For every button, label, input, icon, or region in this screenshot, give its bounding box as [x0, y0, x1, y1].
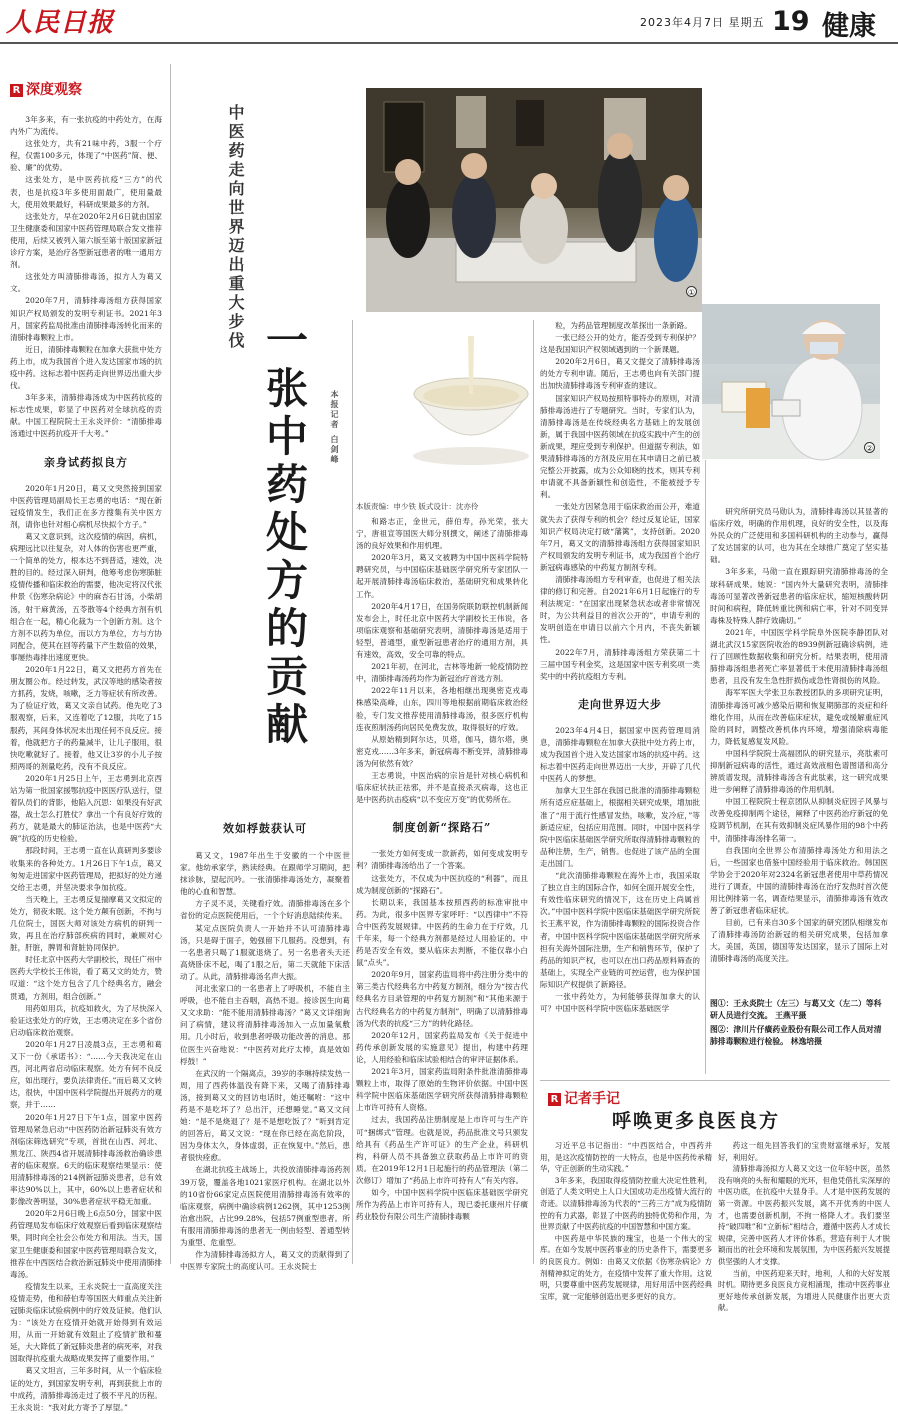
paragraph: 2021年，中国医学科学院阜外医院李静团队对湖北武汉15家医院收治的8939例新冠确诊病例，进行了回顾性数据收集和研究分析。结果表明，使用清肺排毒汤组患者死亡率显著低于未使用清肺排毒汤组患者，且没有发生急性肝损伤或急性肾损伤的风险。 [710, 627, 888, 686]
paragraph: 如今，中国中医科学院中医临床基础医学研究所作为药品上市许可持有人，现已委托康州片仔癀药业股份有限公司生产清肺排毒颗 [356, 1187, 528, 1222]
paragraph: 在湖北抗疫主战场上，共投放清肺排毒汤药剂39万袋，覆盖各地1021家医疗机构。在湖北以外的10省份66家定点医院使用清肺排毒汤有效率的临床观察，病例中确诊病例1262例，其中1253例治愈出院，占比99.28%，包括57例重型患者。所有服用清肺排毒汤的患者无一例由轻型、普通型转为重型、危重型。 [180, 1165, 350, 1247]
photo-caption-line: 图②：津川片仔癀药业股份有限公司工作人员对清肺排毒颗粒进行检验。 林逸培摄 [710, 1025, 882, 1046]
photo-caption-line: 图①：王永炎院士（左三）与葛又文（左二）等科研人员进行交流。 王燕平摄 [710, 999, 882, 1020]
photo-number-2: ② [865, 444, 874, 453]
paragraph: 那段时间，王志勇一直在认真研判多要诊收集来的各种处方。1月26日下午1点，葛又匆匆走进国家中医药管理局，把拟好的处方递交给王志勇，并坚决要求争加抗疫。 [10, 846, 162, 892]
paragraph: 药这一组先回答我们的宝贵财富继承好，发展好，利用好。 [718, 1141, 890, 1162]
paragraph: 3年多来，我国取得疫情防控重大决定性胜利，创造了人类文明史上人口大国成功走出疫情大流行的奇迹。以清肺排毒汤为代表的“三药三方”成为疫情防控的有力武器，彰显了中医药的独特优势和作用，为世界贡献了中医药抗疫的中国智慧和中国方案。 [540, 1175, 712, 1232]
paragraph: 这张处方，是中医药抗疫“三方”的代表，也是抗疫3年多使用面最广，使用量最大，使用效果最好，科研成果最多的方剂。 [10, 175, 162, 209]
paragraph: 一张处方因紧急用于临床救治而公开，难道就失去了获得专利的机会？经过反复论证，国家知识产权局决定打破“藩篱”，支持创新。2020年7月，葛又文的清肺排毒汤组方获得国家知识产权局颁发的发明专利证书，成为我国首个治疗新冠病毒感染的中药复方制剂专利。 [540, 502, 700, 572]
commentary-column-b [718, 1140, 890, 1313]
section-tag-deep-observation [10, 79, 82, 99]
paragraph: 清肺排毒汤组方专利审查，也促进了相关法律的修订和完善。自2021年6月1日起施行的专利法规定：“在国家出现紧急状态或者非常情况时，为公共利益目的首次公开的”，申请专利的发明创造在申请日以前六个月内，不丧失新颖性。 [540, 574, 700, 645]
paragraph: 长期以来，我国基本按照西药的标准审批中药。为此，很多中医界专家呼吁：“以西律中”不符合中医药发展规律。中医药的生命力在于疗效，几千年来，每一个经典方剂都是经过人用验证的。中药是否安全有效，要从临床去判断，不能仅靠小白鼠“点头”。 [356, 897, 528, 968]
paragraph: 这张处方，早在2020年2月6日就由国家卫生健康委和国家中医药管理局联合发文推荐使用，后续又被列入第六版至第十版国家新冠诊疗方案，是治疗各型新冠患者的唯一通用方剂。 [10, 211, 162, 270]
newspaper-logo: 人民日报 [6, 8, 115, 38]
article-column-5 [710, 506, 888, 994]
paragraph: 国家知识产权局按照特事特办的原则，对清肺排毒汤进行了专题研究。当时，专家们认为，清肺排毒汤是在传统经典名方基础上的发展创新，属于我国中医药领域在抗疫实践中产生的创新成果，理应受到专利保护。但道据专利法，如果清肺排毒汤的方剂及应用在其申请日之前已被完整公开披露，成为公众知晓的技术，则其专利申请就不具备新颖性和创造性，不能被授予专利。 [540, 393, 700, 500]
paragraph: “此次清肺排毒颗粒在海外上市，我国采取了独立自主的国际合作，如何全面开展安全性，有效性临床研究的情况下，这在历史上尚属首次。”中国中医科学院中医临床基础医学研究所院长王燕平说，作为清肺排毒颗粒的国际投资合作者，中国中医科学院中医临床基础医学研究所承担有关海外国际注册，生产和销售环节，保护了药品的知识产权，也可以在出口药品原料筛查的基础上，实现全产业链的可控运营，也为保护国际知识产权提供了新路径。 [540, 871, 700, 989]
paragraph: 从原始精到阿尔达，贝塔，伽马，德尔塔，奥密克戎……3年多来，新冠病毒不断变异，清肺排毒汤为何依然有效？ [356, 734, 528, 768]
paragraph: 3年多来，马勋一直在跟踪研究清肺排毒汤的全球科研成果。她说：“国内外大量研究表明，清肺排毒汤可显著改善新冠患者的临床症状，缩短核酸转阴时间和病程，降低转重比例和病亡率，针对不同变异毒株及特殊人群疗效确切。” [710, 567, 888, 625]
masthead-rule [0, 42, 898, 44]
paragraph: 和路志正，金世元，薛伯寿，孙光荣，张大宁，唐祖宣等国医大师分别撰文，阐述了清肺排毒汤的良好效果和作用机理。 [356, 517, 528, 551]
paragraph: 海军军医大学张卫东教授团队的多项研究证明，清肺排毒汤可减少感染后期和恢复期肺部的炎症和纤维化作用，从而在改善临床症状，避免或缓解重症风险的同时，调整改善机体内环境，增强清除病毒能力，降低复感复发风险。 [710, 688, 888, 746]
paragraph: 方子灵不灵，关键看疗效。清肺排毒汤在多个省份的定点医院使用后，一个个好消息陆续传来。 [180, 899, 350, 921]
subhead: 亲身试药拟良方 [44, 455, 128, 469]
photo-lab-illustration [702, 304, 880, 459]
paragraph: 王志勇说，中医治病的宗旨是针对核心病机和临床症状扶正祛邪，并不是直接杀灭病毒，这也正是中医药抗击疫病“以不变应万变”的优势所在。 [356, 770, 528, 805]
paragraph: 葛又文意识到，这次疫情的病因，病机，病理远比以往复杂，对人体的伤害也更严重，一个简单的处方，根本达不到普适，速效，决胜的目的。经过深入研判，他筹考虑伤寒肺脏疫情传播和临床救治的需要，他决定将汉代张仲景《伤寒杂病论》中的麻杏石甘汤，小柴胡汤，射干麻黄汤，五苓散等4个经典方剂有机组合在一起，精心化裁为一个创新方剂。这个方剂不以药为单位，而以方为单位，方与方协同配合，使其在回等药量下产生数倍的效果，事屡热毒排出速度更快。 [10, 532, 162, 662]
column-divider [170, 64, 171, 1264]
paragraph: 研究所研究员马勋认为，清肺排毒汤以其显著的临床疗效，明确的作用机理，良好的安全性，以及海外民众的广泛使用和多国科研机构的主动参与，赢得了发达国家的认可，也为其在全球推广奠定了坚实基础。 [710, 507, 888, 565]
paragraph: 中国工程院院士程京团队从抑制炎症因子风暴与改善免疫抑制两个途径，阐释了中医药治疗新冠的免疫调节机制，在其有效抑制炎症风暴作用的98个中药中，清肺排毒汤排名第一。 [710, 797, 888, 843]
headline-byline: 本报记者 白剑峰 [330, 390, 340, 465]
paragraph: 河北张家口的一名患者上了呼吸机，不能自主呼吸，也不能自主吞咽，高热不退。接诊医生向葛又文求助：“能不能用清肺排毒汤？”葛又文详细询问了病情，建议将清肺排毒汤加入一点加量氧敷用。几小时后，收到患者呼吸功能改善的消息。那位医生兴奋地说：“中医药对此疗太棒，真是效如桴鼓！” [180, 984, 350, 1066]
paragraph: 时任北京中医药大学副校长，现任广州中医药大学校长王伟说，看了葛又文的处方，赞叹道：“这个处方包含了几个经典名方，融会贯通，方剂用，组合创新。” [10, 955, 162, 1001]
paragraph: 2020年9月，国家药监局将中药注册分类中的第三类古代经典名方中药复方制剂，细分为“按古代经典名方目录管理的中药复方制剂”和“其他来源于古代经典名方的中药复方制剂”，明确了以清肺排毒汤为代表的抗疫“三方”的转化路径。 [356, 970, 528, 1028]
paragraph: 目前，已有来自30多个国家的研究团队相继发布了清肺排毒汤防治新冠的相关研究成果，包括加拿大，美国，英国，德国等发达国家，显示了国际上对清肺排毒汤的高度关注。 [710, 918, 888, 964]
paragraph: 作为清肺排毒汤拟方人，葛又文的贡献得到了中医界专家院士的高度认可。王永炎院士 [180, 1250, 350, 1272]
commentary-tag [548, 1088, 620, 1108]
masthead [0, 0, 898, 44]
issue-date: 2023年4月7日 星期五 [640, 16, 765, 29]
photo-researchers-meeting [366, 88, 702, 312]
subhead-valid: 效如桴鼓获认可 [223, 822, 307, 835]
paragraph: 2020年1月25日上午，王志勇到北京西站为第一批国家援鄂抗疫中医医疗队送行，望着队员们的背影，他陷入沉思：如果没有好武器，战士怎么打胜仗？拿出一个有良好疗效的药方，就是最大的肺证治法，也是中医药“大碗”抗疫的历史检验。 [10, 773, 162, 844]
paragraph: 某定点医院负责人一开始并不认可清肺排毒汤，只是碍于面子，勉强留下几服药。没想到，有一名患者只喝了1服就退烧了。另一名患者头天还高烧卧床不起，喝了1服之后，第二天就能下床活动了。从此，清肺排毒汤名声大振。 [180, 923, 350, 981]
paragraph: 2021年3月，国家药监局附条件批准清肺排毒颗粒上市，取得了原始的生物评价依据。中国中医科学院中医临床基础医学研究所获得清肺排毒颗粒上市许可持有人资格。 [356, 1067, 528, 1113]
photo-researchers-illustration [366, 88, 702, 312]
article-column-2 [180, 850, 350, 1272]
editor-credit: 本版责编：申少铁 版式设计：沈亦伶 [356, 502, 479, 511]
paragraph: 2020年2月6日晚上6点50分，国家中医药管理局发布临床疗效观察后看到临床观察结果，同时向全社会公布处方和用法。当天，国家卫生健康委和国家中医药管理局联合发文，推荐在中西医结合救治新冠肺炎中使用清肺排毒汤。 [10, 1209, 162, 1279]
photo-lab-inspection [702, 304, 880, 459]
paragraph: 3年多来，清肺排毒汤成为中医药抗疫的标志性成果，彰显了中医药对全球抗疫的贡献。中国工程院院士王永炎评价：“清肺排毒汤通过中医药抗疫开千大考。” [10, 393, 162, 439]
paragraph: 2020年12月，国家药监局发布《关于促进中药传承创新发展的实施意见》提出，构建中药理论，人用经验和临床试验相结合的审评证据体系。 [356, 1030, 528, 1064]
paragraph: 2022年7月，清肺排毒汤组方荣获第二十三届中国专利金奖，这是国家中医专利奖项一类奖中的中药抗疫组方专利。 [540, 647, 700, 681]
commentary-title: 呼唤更多良医良方 [612, 1110, 781, 1132]
paragraph: 一张已经公开的处方，能否受到专利保护？这是我国知识产权领域遇到的一个新课题。 [540, 333, 700, 355]
photo-captions [710, 998, 888, 1050]
paragraph: 2020年1月27日凌晨3点，王志勇和葛又下一份《承诺书》：“……今天我决定在山西，河北两省启动临床观察。处方有何不良反应，如出现行，要负法律责任。”而后葛又文转达，很快，中国中医科学院提出开展药方的观察，并于…… [10, 1039, 162, 1110]
paragraph: 一张中药处方，为何能够获得加拿大的认可？中国中医科学院中医临床基础医学 [540, 991, 700, 1014]
subhead: 走向世界迈大步 [578, 697, 662, 711]
herbal-bowl-graphic [404, 336, 538, 468]
commentary-column-a [540, 1140, 712, 1301]
paragraph: 3年多来，有一张抗疫的中药处方，在海内外广为流传。 [10, 115, 162, 137]
herbal-bowl-illustration [404, 336, 538, 468]
paragraph: 粒，为药品管理制度改革探出一条新路。 [555, 321, 692, 330]
paragraph: 自我国向全世界公布清肺排毒汤处方和用法之后，一些国家也借鉴中国经验用于临床救治。韩国医学协会于2020年对2324名新冠患者使用中草药情况进行了调查，中国的清肺排毒汤在治疗发热时首次使用比例排第一名，调查结果显示，清肺排毒汤有效改善了新冠患者临床症状。 [710, 845, 888, 916]
column-divider [705, 460, 706, 1074]
paragraph: 2021年初，在河北，吉林等地新一轮疫情防控中，清肺排毒汤药均作为新冠治疗首选方剂。 [356, 662, 528, 684]
paragraph: 2020年1月22日，葛又文把药方首先在朋友圈公布。经过转发，武汉等地的感染者按方抓药，发烧，咳嗽，乏力等症状有所改善。为了验证疗效，葛又文亲自试药。他先吃了3服观察，后来，又连着吃了12服，共吃了15服药，其间身体状况未出现任何不良反应。接着，他就把方子的药量减半，让儿子服用，很快吃嗽就好了。接着，他又让3岁的小儿子按照两哥的剂量吃药，没有不良反应。 [10, 665, 162, 771]
article-column-3 [356, 516, 528, 1264]
paragraph: 葛又文，1987年出生于安徽的一个中医世家。他幼承家学，熟读经典。在跟师学习期间，把抹诊脉，望起沉吟。一张清肺排毒汤处方，凝聚着他的心血和智慧。 [180, 851, 350, 897]
paragraph: 2020年4月17日，在国务院联防联控机制新闻发布会上，时任北京中医药大学副校长王伟说，各项临床观察和基础研究表明，清肺排毒汤是适用于轻型，普通型，重型新冠患者治疗的通用方剂，具有速效，高效，安全可靠的特点。 [356, 601, 528, 660]
paragraph: 加拿大卫生部在我国已批准的清肺排毒颗粒所有适应症基础上，根据相关研究成果，增加批准了“用于流行性感冒发热，咳嗽，发冷症，”等新适应症，包括应用范围。同时，中国中医科学院中医临床基础医学研究所取得清肺排毒颗粒的品种注册，生产，销售。也促进了该产品的全面走出国门。 [540, 786, 700, 868]
paragraph: 2020年1月27日下午1点，国家中医药管理局紧急启动“中医药防治新冠肺炎有效方剂临床筛选研究”专项，首批在山西、河北、黑龙江、陕西4省开展清肺排毒汤救治确诊患者的临床观察。6天的临床观察结果显示：使用清肺排毒汤的214例新冠肺炎患者，总有效率达90%以上，其中，60%以上患者症状和影像改善明显，30%患者症状平稳无加重。 [10, 1112, 162, 1207]
paragraph: 这张处方，共有21味中药，3服一个疗程，仅需100多元，体现了“中医药”简、便、验、廉”的优势。 [10, 139, 162, 173]
paragraph: 这张处方，不仅成为中医抗疫的“利器”，而且成为制度创新的“探路石”。 [356, 873, 528, 895]
paragraph: 当天晚上，王志勇反复揣摩葛又文拟定的处方，彻夜未眠。这个处方颠有创新，不拘与几位院士，国医大师对该处方病机的研判一致，再且在治疗肺部疾病的同时，兼顾对心脏，肝脏，脾胃和肾脏协同保护。 [10, 894, 162, 953]
commentary-divider [540, 1080, 890, 1081]
article-column-4 [540, 320, 700, 1080]
paragraph: 2020年7月，清肺排毒汤组方获得国家知识产权局颁发的发明专利证书。2021年3月，国家药监局批准由清肺排毒汤转化而来的清肺排毒颗粒上市。 [10, 296, 162, 342]
paragraph: 中医药是中华民族的瑰宝，也是一个伟大的宝库。在如今发展中医药事业的历史条件下，需要更多的良医良方。例如：由葛又文依据《伤寒杂病论》方剂精神拟定的处方，在疫情中发挥了重大作用。这说明，只要尊重中医药发展规律，用好用活中医药经典宝库，就一定能够创造出更多更好的良方。 [540, 1233, 712, 1301]
paragraph: 2023年4月4日，据国家中医药管理局消息，清肺排毒颗粒在加拿大获批中处方药上市，成为我国首个进入发达国家市场的抗疫中药。这标志着中医药走向世界迈出一大步，开辟了几代中医药人的梦想。 [540, 725, 700, 784]
paragraph: 2020年3月，葛又文被聘为中国中医科学院特聘研究员，与中国临床基础医学研究所专家团队一起开展清肺排毒汤临床救治，基础研究和成果转化工作。 [356, 553, 528, 599]
paragraph: 当前，中医药迎来天时，地利，人和的大好发展时机。期待更多良医良方竞相涌现，推动中医药事业更好地传承创新发展，为增进人民健康作出更大贡献。 [718, 1268, 890, 1313]
paragraph: 习近平总书记指出：“中西医结合，中西药并用，是这次疫情防控的一大特点，也是中医药传承精华，守正创新的生动实践。” [540, 1141, 712, 1174]
paragraph: 2020年1月20日，葛又文突然接到国家中医药管理局副局长王志勇的电话：“现在新冠疫情发生，我们正在多方搜集有关中医方剂，请你也针对相心病机尽快拟个方子。” [10, 483, 162, 529]
paragraph: 在武汉的一个隔离点，39岁的李琳持续发热一周，用了西药体温没有降下来，又喝了清肺排毒汤，接到葛又文的回访电话时，她还嘱咐：“这中药是不是吃坏了？总出汗，还想睡觉。”葛又文问她：“是不是烧退了？是不是想吃饭了？”听到肯定的回答后，葛又文说：“现在你已经在高危阶段，因为身体太久，身体虚弱，正在恢复中。”然后，患者很快痊愈。 [180, 1068, 350, 1163]
column-divider [533, 320, 534, 1264]
section-tag-label: 深度观察 [26, 82, 82, 98]
paragraph: 2022年11月以来，各地相继出现奥密克戎毒株感染高峰，山东，四川等地根据前期临床救治经验，专门发文推荐使用清肺排毒汤，很多医疗机构连夜煎制汤药向居民免费发放，取得很好的疗效。 [356, 686, 528, 732]
paragraph: 近日，清肺排毒颗粒在加拿大获批中处方药上市，成为我国首个进入发达国家市场的抗疫中药。这标志着中医药走向世界迈出重大步伐。 [10, 344, 162, 391]
paragraph: 2020年2月6日，葛又文提交了清肺排毒汤的处方专利申请。随后，王志勇也向有关部门提出加快清肺排毒汤专利审查的建议。 [540, 357, 700, 391]
commentary-tag-label: 记者手记 [564, 1091, 620, 1107]
headline-main: 一张中药处方的贡献 [260, 318, 309, 750]
paragraph: 中国科学院院士高福团队的研究显示，亮肽素可抑制新冠病毒的活性，通过高效液相色谱图谱和高分辨质谱发现，清肺排毒汤含有此肽素，这一研究成果进一步阐释了清肺排毒汤的作用机制。 [710, 748, 888, 795]
headline-subtitle: 中医药走向世界迈出重大步伐 [226, 104, 245, 351]
commentary-tag-icon: R [548, 1093, 561, 1106]
subhead: 制度创新“探路石” [392, 821, 492, 835]
column-divider [352, 320, 353, 1264]
paragraph: 清肺排毒汤拟方人葛又文这一位年轻中医，虽然没有响亮的头衔和耀眼的光环，但他凭借扎实深厚的中医功底，在抗疫中大显身手。人才是中医药发展的第一资源。中医药振兴发展，离不开优秀的中医人才，也需要创新机制，不拘一格降人才。我们要坚持“破四唯”和“立新标”相结合，遵循中医药人才成长规律，完善中医药人才评价体系，营造有利于人才脱颖而出的社会环境和发展氛围，为中医药振兴发展提供坚强的人才支撑。 [718, 1164, 890, 1266]
section-tag-icon: R [10, 84, 23, 97]
photo-number-1: ① [687, 288, 696, 297]
paragraph: 葛又文坦言，三年多时间，从一个临床验证的处方，到国家发明专利，再到获批上市的中成药，清肺排毒汤走过了极不平凡的历程。王永炎说：“我对此方寄予了厚望。” [10, 1366, 162, 1412]
page-number: 19 [772, 6, 810, 37]
paragraph: 一张处方如何变成一款新药，如何变成发明专利？清肺排毒汤给出了一个答案。 [356, 849, 528, 871]
paragraph: 疫情发生以来，王永炎院士一直高度关注疫情走势，他和薛伯寿等国医大师重点关注新冠肺炎临床试验病例中的疗效及证候。他们认为：“该处方在疫情开始就开始得到有效运用，从而一开始就有效阻止了疫情扩散和蔓延，大大降低了新冠肺炎患者的病死率，对我国取得抗疫重大战略成果发挥了重要作用。” [10, 1281, 162, 1364]
paragraph: 这张处方叫清肺排毒汤，拟方人为葛又文。 [10, 272, 162, 294]
paragraph: 用药如用兵，抗疫如救火，为了尽快深入验证这张处方的疗效，王志勇决定在多个省份启动临床救治观察。 [10, 1003, 162, 1037]
section-name: 健康 [822, 11, 876, 42]
paragraph: 过去，我国药品注册制度是上市许可与生产许可“捆绑式”管理。也就是说，药品批准文号只颁发给具有《药品生产许可证》的生产企业，科研机构，科研人员不具备独立获取药品上市许可的资质。在2019年12月1日起施行的药品管理法（第二次修订）增加了“药品上市许可持有人”有关内容。 [356, 1115, 528, 1185]
article-column-1 [10, 114, 162, 1412]
